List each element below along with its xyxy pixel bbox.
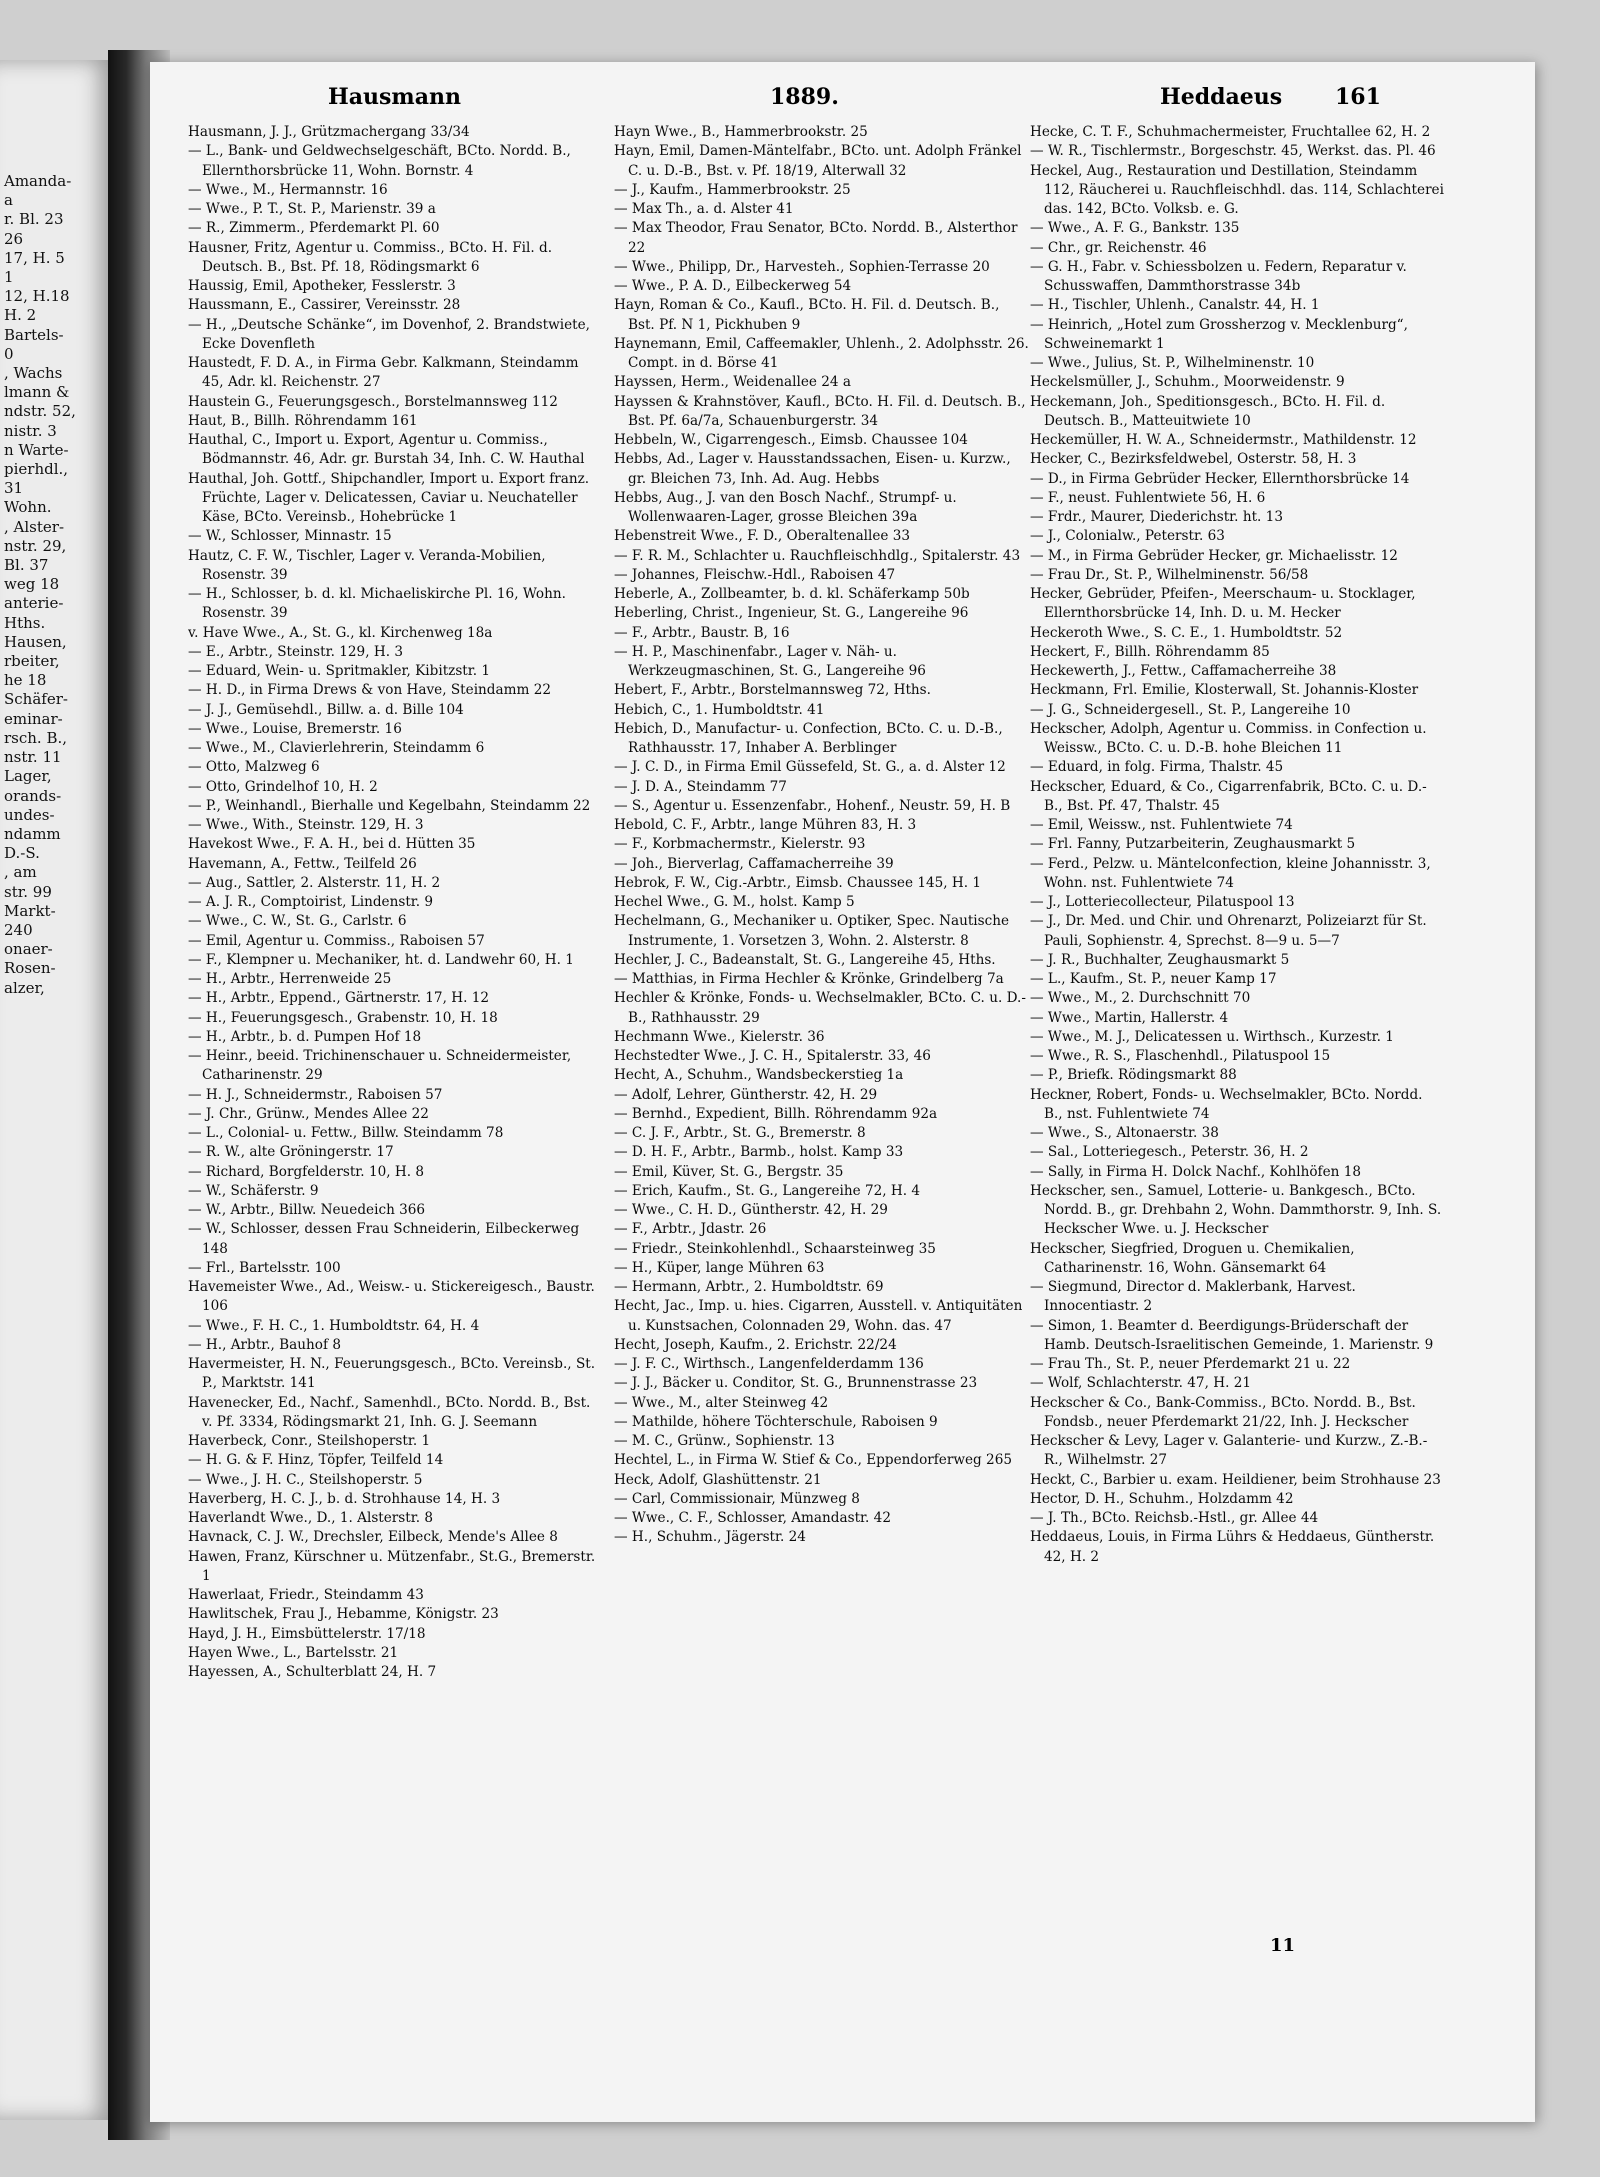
directory-entry: — W., Schlosser, dessen Frau Schneiderin, Eilbeckerweg 148 [188, 1221, 580, 1257]
directory-entry: Hebbs, Ad., Lager v. Hausstandssachen, Eisen- u. Kurzw., gr. Bleichen 73, Inh. Ad. Aug. Hebbs [614, 451, 1011, 487]
directory-entry: Heckewerth, J., Fettw., Caffamacherreihe 38 [1030, 663, 1337, 679]
directory-entry: — Wwe., C. W., St. G., Carlstr. 6 [188, 913, 407, 930]
directory-entry: Hebbeln, W., Cigarrengesch., Eimsb. Chaussee 104 [614, 432, 968, 448]
directory-entry: Havnack, C. J. W., Drechsler, Eilbeck, Mende's Allee 8 [188, 1529, 558, 1546]
directory-column-1 [188, 123, 603, 1682]
directory-entry: — Erich, Kaufm., St. G., Langereihe 72, H. 4 [614, 1182, 921, 1199]
directory-entry: Heckscher & Levy, Lager v. Galanterie- und Kurzw., Z.-B.-R., Wilhelmstr. 27 [1030, 1433, 1428, 1469]
directory-entry: Hecht, Jac., Imp. u. hies. Cigarren, Ausstell. v. Antiquitäten u. Kunstsachen, Colonnaden 29, Wohn. das. 47 [614, 1298, 1023, 1334]
directory-entry: Hauthal, C., Import u. Export, Agentur u. Commiss., Bödmannstr. 46, Adr. gr. Burstah 34, Inh. C. W. Hauthal [188, 432, 585, 468]
directory-entry: — J., Colonialw., Peterstr. 63 [1030, 528, 1225, 545]
previous-page-fragment: onaer- [4, 940, 53, 959]
directory-entry: — R., Zimmerm., Pferdemarkt Pl. 60 [188, 220, 440, 237]
previous-page-strip [0, 60, 118, 2120]
directory-entry: — Chr., gr. Reichenstr. 46 [1030, 239, 1207, 256]
previous-page-fragment: r. Bl. 23 [4, 210, 64, 229]
directory-entry: Hausmann, J. J., Grützmachergang 33/34 [188, 124, 470, 140]
directory-entry: Haut, B., Billh. Röhrendamm 161 [188, 412, 418, 429]
directory-entry: — Wwe., P. T., St. P., Marienstr. 39 a [188, 201, 436, 217]
directory-entry: Hawen, Franz, Kürschner u. Mützenfabr., St.G., Bremerstr. 1 [188, 1548, 596, 1584]
directory-entry: Heckert, F., Billh. Röhrendamm 85 [1030, 643, 1270, 660]
directory-entry: — G. H., Fabr. v. Schiessbolzen u. Federn, Reparatur v. Schusswaffen, Dammthorstrasse 34b [1030, 258, 1407, 294]
previous-page-fragment: Rosen- [4, 959, 56, 978]
previous-page-fragment: he 18 [4, 671, 47, 690]
directory-entry: — W. R., Tischlermstr., Borgeschstr. 45, Werkst. das. Pl. 46 [1030, 143, 1436, 160]
previous-page-fragment: Amanda- [4, 172, 72, 190]
directory-entry: — H., Arbtr., Herrenweide 25 [188, 971, 392, 987]
directory-entry: Hecht, A., Schuhm., Wandsbeckerstieg 1a [614, 1067, 904, 1084]
directory-entry: — Wwe., R. S., Flaschenhdl., Pilatuspool 15 [1030, 1048, 1331, 1064]
directory-entry: — F., Korbmachermstr., Kielerstr. 93 [614, 836, 866, 853]
directory-entry: Haussig, Emil, Apotheker, Fesslerstr. 3 [188, 278, 456, 294]
directory-entry: Heckner, Robert, Fonds- u. Wechselmakler, BCto. Nordd. B., nst. Fuhlentwiete 74 [1030, 1086, 1423, 1122]
directory-entry: Hechler, J. C., Badeanstalt, St. G., Langereihe 45, Hths. [614, 951, 996, 968]
directory-entry: — Wwe., With., Steinstr. 129, H. 3 [188, 817, 424, 833]
directory-entry: — Frdr., Maurer, Diederichstr. ht. 13 [1030, 509, 1283, 525]
directory-entry: — H., Schlosser, b. d. kl. Michaeliskirche Pl. 16, Wohn. Rosenstr. 39 [188, 586, 566, 622]
directory-entry: — Johannes, Fleischw.-Hdl., Raboisen 47 [614, 566, 896, 583]
directory-entry: Heckscher & Co., Bank-Commiss., BCto. Nordd. B., Bst. Fondsb., neuer Pferdemarkt 21/22, Inh. J. Heckscher [1030, 1394, 1416, 1430]
directory-entry: Hayd, J. H., Eimsbüttelerstr. 17/18 [188, 1625, 426, 1642]
directory-entry: Heckscher, Eduard, & Co., Cigarrenfabrik, BCto. C. u. D.-B., Bst. Pf. 47, Thalstr. 45 [1030, 778, 1427, 814]
directory-entry: — Aug., Sattler, 2. Alsterstr. 11, H. 2 [188, 874, 441, 891]
head-year: 1889. [770, 84, 839, 110]
directory-entry: — F., Arbtr., Jdastr. 26 [614, 1221, 767, 1238]
directory-entry: — Bernhd., Expedient, Billh. Röhrendamm 92a [614, 1105, 938, 1122]
directory-entry: Havemeister Wwe., Ad., Weisw.- u. Stickereigesch., Baustr. 106 [188, 1279, 595, 1315]
directory-entry: Heckscher, Adolph, Agentur u. Commiss. in Confection u. Weissw., BCto. C. u. D.-B. hohe Bleichen 11 [1030, 720, 1427, 756]
directory-entry: Haverlandt Wwe., D., 1. Alsterstr. 8 [188, 1510, 434, 1526]
head-last-entry: Heddaeus [1160, 84, 1283, 110]
directory-entry: — H. D., in Firma Drews & von Have, Steindamm 22 [188, 682, 551, 699]
directory-entry: — Wwe., S., Altonaerstr. 38 [1030, 1125, 1219, 1141]
directory-entry: — P., Briefk. Rödingsmarkt 88 [1030, 1067, 1237, 1084]
previous-page-fragment: a [4, 191, 13, 210]
directory-entry: — Matthias, in Firma Hechler & Krönke, Grindelberg 7a [614, 971, 1004, 987]
directory-entry: Heckemüller, H. W. A., Schneidermstr., Mathildenstr. 12 [1030, 432, 1417, 448]
directory-entry: — Wwe., M., alter Steinweg 42 [614, 1394, 829, 1411]
previous-page-fragment: eminar- [4, 709, 63, 728]
directory-entry: — Eduard, Wein- u. Spritmakler, Kibitzstr. 1 [188, 663, 491, 679]
directory-entry: Haustedt, F. D. A., in Firma Gebr. Kalkmann, Steindamm 45, Adr. kl. Reichenstr. 27 [188, 355, 579, 391]
directory-entry: — Wwe., J. H. C., Steilshoperstr. 5 [188, 1471, 423, 1488]
directory-entry: — Carl, Commissionair, Münzweg 8 [614, 1490, 860, 1507]
directory-entry: — H., „Deutsche Schänke“, im Dovenhof, 2. Brandstwiete, Ecke Dovenfleth [188, 316, 590, 352]
directory-entry: — Mathilde, höhere Töchterschule, Raboisen 9 [614, 1413, 938, 1430]
directory-entry: — Frau Dr., St. P., Wilhelminenstr. 56/58 [1030, 566, 1309, 583]
directory-entry: — Wwe., Philipp, Dr., Harvesteh., Sophien-Terrasse 20 [614, 258, 990, 275]
directory-entry: — M., in Firma Gebrüder Hecker, gr. Michaelisstr. 12 [1030, 547, 1398, 564]
directory-entry: — C. J. F., Arbtr., St. G., Bremerstr. 8 [614, 1125, 866, 1141]
previous-page-fragment: Bartels- [4, 325, 64, 344]
directory-entry: — Siegmund, Director d. Maklerbank, Harvest. Innocentiastr. 2 [1030, 1279, 1356, 1315]
directory-entry: — Sally, in Firma H. Dolck Nachf., Kohlhöfen 18 [1030, 1163, 1362, 1180]
previous-page-fragment: 1 [4, 268, 14, 287]
directory-entry: — A. J. R., Comptoirist, Lindenstr. 9 [188, 894, 434, 910]
directory-entry: — Heinr., beeid. Trichinenschauer u. Schneidermeister, Catharinenstr. 29 [188, 1048, 572, 1084]
directory-entry: Haustein G., Feuerungsgesch., Borstelmannsweg 112 [188, 393, 558, 410]
previous-page-fragment: Markt- [4, 901, 56, 920]
directory-entry: — J. D. A., Steindamm 77 [614, 778, 787, 795]
directory-entry: — H., Arbtr., Eppend., Gärtnerstr. 17, H. 12 [188, 990, 490, 1007]
directory-entry: — F. R. M., Schlachter u. Rauchfleischhdlg., Spitalerstr. 43 [614, 547, 1021, 564]
directory-entry: — W., Schäferstr. 9 [188, 1182, 319, 1199]
directory-column-3 [1030, 123, 1445, 1567]
head-first-entry: Hausmann [328, 84, 461, 110]
previous-page-fragment: Hausen, [4, 632, 67, 651]
directory-entry: Heckscher, sen., Samuel, Lotterie- u. Bankgesch., BCto. Nordd. B., gr. Drehbahn 2, Wohn. Dammthorstr. 9, Inh. S. Heckscher Wwe. u. J. Heckscher [1030, 1182, 1442, 1238]
directory-entry: — Wwe., P. A. D., Eilbeckerweg 54 [614, 278, 852, 294]
previous-page-fragment: H. 2 [4, 306, 37, 325]
directory-entry: Hecker, Gebrüder, Pfeifen-, Meerschaum- u. Stocklager, Ellernthorsbrücke 14, Inh. D. u. M. Hecker [1030, 586, 1416, 622]
directory-entry: — Wwe., C. H. D., Güntherstr. 42, H. 29 [614, 1202, 888, 1218]
directory-entry: Hawlitschek, Frau J., Hebamme, Königstr. 23 [188, 1606, 499, 1623]
directory-entry: — J. Th., BCto. Reichsb.-Hstl., gr. Allee 44 [1030, 1510, 1319, 1526]
directory-entry: Haverbeck, Conr., Steilshoperstr. 1 [188, 1433, 431, 1449]
directory-entry: Haynemann, Emil, Caffeemakler, Uhlenh., 2. Adolphsstr. 26. Compt. in d. Börse 41 [614, 335, 1029, 371]
directory-entry: — H., Küper, lange Mühren 63 [614, 1259, 825, 1276]
directory-entry: — Otto, Malzweg 6 [188, 759, 320, 776]
directory-entry: — Wwe., A. F. G., Bankstr. 135 [1030, 220, 1240, 237]
directory-entry: — J., Kaufm., Hammerbrookstr. 25 [614, 181, 851, 198]
directory-entry: Hebrok, F. W., Cig.-Arbtr., Eimsb. Chaussee 145, H. 1 [614, 874, 982, 891]
directory-entry: Hechelmann, G., Mechaniker u. Optiker, Spec. Nautische Instrumente, 1. Vorsetzen 3, Wohn. 2. Alsterstr. 8 [614, 913, 1010, 949]
directory-entry: — Eduard, in folg. Firma, Thalstr. 45 [1030, 759, 1284, 776]
directory-entry: Hechmann Wwe., Kielerstr. 36 [614, 1028, 825, 1045]
previous-page-fragment: alzer, [4, 978, 45, 997]
directory-entry: Heberling, Christ., Ingenieur, St. G., Langereihe 96 [614, 605, 969, 622]
directory-entry: Hebbs, Aug., J. van den Bosch Nachf., Strumpf- u. Wollenwaaren-Lager, grosse Bleichen 39a [614, 489, 957, 525]
directory-entry: Hausner, Fritz, Agentur u. Commiss., BCto. H. Fil. d. Deutsch. B., Bst. Pf. 18, Rödingsmarkt 6 [188, 239, 553, 275]
directory-entry: — R. W., alte Gröningerstr. 17 [188, 1144, 394, 1161]
directory-entry: — L., Kaufm., St. P., neuer Kamp 17 [1030, 971, 1277, 987]
directory-entry: Haussmann, E., Cassirer, Vereinsstr. 28 [188, 297, 461, 314]
directory-entry: — Frl. Fanny, Putzarbeiterin, Zeughausmarkt 5 [1030, 836, 1356, 853]
directory-entry: — H., Tischler, Uhlenh., Canalstr. 44, H. 1 [1030, 297, 1320, 314]
directory-entry: — H., Feuerungsgesch., Grabenstr. 10, H. 18 [188, 1009, 498, 1026]
directory-entry: — Wwe., M., Hermannstr. 16 [188, 181, 388, 198]
directory-entry: — J. R., Buchhalter, Zeughausmarkt 5 [1030, 951, 1290, 968]
directory-entry: Havemann, A., Fettw., Teilfeld 26 [188, 855, 417, 872]
directory-entry: Heckscher, Siegfried, Droguen u. Chemikalien, Catharinenstr. 16, Wohn. Gänsemarkt 64 [1030, 1240, 1355, 1276]
running-head [180, 84, 1430, 120]
directory-entry: — Wwe., Martin, Hallerstr. 4 [1030, 1009, 1229, 1026]
directory-entry: — H. J., Schneidermstr., Raboisen 57 [188, 1086, 443, 1103]
directory-entry: — Friedr., Steinkohlenhdl., Schaarsteinweg 35 [614, 1240, 936, 1257]
directory-entry: — J., Dr. Med. und Chir. und Ohrenarzt, Polizeiarzt für St. Pauli, Sophienstr. 4, Sprechst. 8—9 u. 5—7 [1030, 913, 1427, 949]
directory-entry: — Ferd., Pelzw. u. Mäntelconfection, kleine Johannisstr. 3, Wohn. nst. Fuhlentwiete 74 [1030, 855, 1431, 891]
directory-entry: Hecker, C., Bezirksfeldwebel, Osterstr. 58, H. 3 [1030, 451, 1357, 468]
directory-entry: Heckemann, Joh., Speditionsgesch., BCto. H. Fil. d. Deutsch. B., Matteuitwiete 10 [1030, 393, 1386, 429]
directory-entry: — J., Lotteriecollecteur, Pilatuspool 13 [1030, 894, 1295, 910]
directory-entry: — J. J., Gemüsehdl., Billw. a. d. Bille 104 [188, 701, 464, 718]
previous-page-fragment: Wohn. [4, 498, 52, 517]
directory-entry: — Otto, Grindelhof 10, H. 2 [188, 778, 378, 795]
directory-entry: Havekost Wwe., F. A. H., bei d. Hütten 35 [188, 836, 476, 853]
directory-entry: — F., neust. Fuhlentwiete 56, H. 6 [1030, 489, 1266, 506]
signature-mark: 11 [1270, 1935, 1296, 1956]
directory-entry: Hayssen, Herm., Weidenallee 24 a [614, 374, 851, 391]
directory-entry: — Wwe., C. F., Schlosser, Amandastr. 42 [614, 1510, 891, 1526]
directory-entry: — Max Th., a. d. Alster 41 [614, 201, 794, 217]
previous-page-fragment: , am [4, 863, 37, 882]
directory-entry: Hayn, Emil, Damen-Mäntelfabr., BCto. unt. Adolph Fränkel C. u. D.-B., Bst. v. Pf. 18/19, Alterwall 32 [614, 143, 1022, 179]
directory-entry: — Heinrich, „Hotel zum Grossherzog v. Mecklenburg“, Schweinemarkt 1 [1030, 316, 1408, 352]
previous-page-fragment: 240 [4, 920, 33, 939]
directory-entry: — W., Schlosser, Minnastr. 15 [188, 528, 392, 545]
directory-entry: — L., Bank- und Geldwechselgeschäft, BCto. Nordd. B., Ellernthorsbrücke 11, Wohn. Bornstr. 4 [188, 143, 571, 179]
directory-entry: Hector, D. H., Schuhm., Holzdamm 42 [1030, 1490, 1294, 1507]
directory-entry: — Frau Th., St. P., neuer Pferdemarkt 21 u. 22 [1030, 1356, 1351, 1372]
previous-page-fragment: D.-S. [4, 844, 40, 863]
directory-entry: — Simon, 1. Beamter d. Beerdigungs-Brüderschaft der Hamb. Deutsch-Israelitischen Gemeinde, 1. Marienstr. 9 [1030, 1317, 1434, 1353]
directory-entry: Hautz, C. F. W., Tischler, Lager v. Veranda-Mobilien, Rosenstr. 39 [188, 547, 546, 583]
directory-entry: Hawerlaat, Friedr., Steindamm 43 [188, 1587, 424, 1603]
directory-entry: v. Have Wwe., A., St. G., kl. Kirchenweg 18a [188, 624, 493, 641]
previous-page-fragment: rsch. B., [4, 728, 68, 747]
previous-page-fragment: 12, H.18 [4, 287, 70, 306]
directory-entry: — J. G., Schneidergesell., St. P., Langereihe 10 [1030, 701, 1351, 718]
previous-page-fragment: 31 [4, 479, 24, 498]
directory-entry: — P., Weinhandl., Bierhalle und Kegelbahn, Steindamm 22 [188, 797, 591, 814]
previous-page-fragment: Lager, [4, 767, 52, 786]
directory-entry: Heckelsmüller, J., Schuhm., Moorweidenstr. 9 [1030, 374, 1345, 391]
directory-entry: Heckt, C., Barbier u. exam. Heildiener, beim Strohhause 23 [1030, 1471, 1441, 1488]
directory-entry: — Wwe., M., Clavierlehrerin, Steindamm 6 [188, 740, 485, 756]
directory-entry: — Emil, Agentur u. Commiss., Raboisen 57 [188, 932, 485, 949]
previous-page-fragment: 0 [4, 344, 14, 363]
directory-entry: — J. F. C., Wirthsch., Langenfelderdamm 136 [614, 1356, 924, 1372]
directory-entry: — W., Arbtr., Billw. Neuedeich 366 [188, 1202, 426, 1218]
previous-page-fragment: 17, H. 5 [4, 248, 65, 267]
directory-entry: — Wwe., M., 2. Durchschnitt 70 [1030, 990, 1251, 1007]
directory-entry: Hebich, C., 1. Humboldtstr. 41 [614, 701, 825, 718]
directory-entry: — H., Arbtr., b. d. Pumpen Hof 18 [188, 1028, 422, 1045]
directory-entry: Hebert, F., Arbtr., Borstelmannsweg 72, Hths. [614, 682, 931, 699]
directory-entry: — D. H. F., Arbtr., Barmb., holst. Kamp 33 [614, 1144, 904, 1161]
directory-entry: Hayessen, A., Schulterblatt 24, H. 7 [188, 1664, 437, 1680]
directory-entry: — H. P., Maschinenfabr., Lager v. Näh- u. Werkzeugmaschinen, St. G., Langereihe 96 [614, 643, 926, 679]
directory-entry: Hebich, D., Manufactur- u. Confection, BCto. C. u. D.-B., Rathhausstr. 17, Inhaber A. Berblinger [614, 720, 1003, 756]
previous-page-fragment: weg 18 [4, 575, 60, 594]
directory-entry: — Wolf, Schlachterstr. 47, H. 21 [1030, 1375, 1252, 1392]
directory-entry: — J. Chr., Grünw., Mendes Allee 22 [188, 1105, 429, 1122]
directory-entry: — Wwe., F. H. C., 1. Humboldtstr. 64, H. 4 [188, 1317, 480, 1334]
directory-entry: Hechler & Krönke, Fonds- u. Wechselmakler, BCto. C. u. D.-B., Rathhausstr. 29 [614, 990, 1026, 1026]
previous-page-fragment: , Alster- [4, 517, 65, 536]
directory-entry: Hebenstreit Wwe., F. D., Oberaltenallee 33 [614, 528, 911, 545]
directory-entry: Heberle, A., Zollbeamter, b. d. kl. Schäferkamp 50b [614, 586, 970, 602]
directory-entry: — Hermann, Arbtr., 2. Humboldtstr. 69 [614, 1279, 884, 1295]
directory-entry: — J. J., Bäcker u. Conditor, St. G., Brunnenstrasse 23 [614, 1375, 978, 1392]
previous-page-fragment: nstr. 29, [4, 536, 67, 555]
directory-entry: — S., Agentur u. Essenzenfabr., Hohenf., Neustr. 59, H. B [614, 797, 1011, 814]
directory-entry: — E., Arbtr., Steinstr. 129, H. 3 [188, 643, 403, 660]
directory-entry: — Wwe., M. J., Delicatessen u. Wirthsch., Kurzestr. 1 [1030, 1028, 1394, 1045]
previous-page-fragment: nstr. 11 [4, 748, 62, 767]
directory-entry: — F., Arbtr., Baustr. B, 16 [614, 624, 790, 641]
directory-entry: Heckmann, Frl. Emilie, Klosterwall, St. Johannis-Kloster [1030, 682, 1419, 699]
directory-entry: Hayn, Roman & Co., Kaufl., BCto. H. Fil. d. Deutsch. B., Bst. Pf. N 1, Pickhuben 9 [614, 297, 1000, 333]
directory-entry: — Sal., Lotteriegesch., Peterstr. 36, H. 2 [1030, 1144, 1309, 1161]
directory-entry: Heddaeus, Louis, in Firma Lührs & Heddaeus, Güntherstr. 42, H. 2 [1030, 1529, 1435, 1565]
directory-entry: Hechtel, L., in Firma W. Stief & Co., Eppendorferweg 265 [614, 1452, 1012, 1469]
directory-column-2 [614, 123, 1029, 1548]
previous-page-fragments [0, 172, 76, 998]
directory-entry: Haverberg, H. C. J., b. d. Strohhause 14, H. 3 [188, 1490, 501, 1507]
previous-page-fragment: lmann & [4, 383, 70, 402]
previous-page-fragment: Hths. [4, 613, 46, 632]
directory-entry: — D., in Firma Gebrüder Hecker, Ellernthorsbrücke 14 [1030, 470, 1410, 487]
directory-entry: Havermeister, H. N., Feuerungsgesch., BCto. Vereinsb., St. P., Marktstr. 141 [188, 1356, 596, 1392]
directory-entry: Hauthal, Joh. Gottf., Shipchandler, Import u. Export franz. Früchte, Lager v. Delicatessen, Caviar u. Neuchateller Käse, BCto. Vereinsb., Hohebrücke 1 [188, 470, 590, 525]
directory-entry: Hecke, C. T. F., Schuhmachermeister, Fruchtallee 62, H. 2 [1030, 124, 1431, 140]
previous-page-fragment: ndamm [4, 824, 61, 843]
previous-page-fragment: nistr. 3 [4, 421, 57, 440]
previous-page-fragment: rbeiter, [4, 652, 60, 671]
previous-page-fragment: str. 99 [4, 882, 52, 901]
previous-page-fragment: Schäfer- [4, 690, 68, 709]
directory-entry: Hecht, Joseph, Kaufm., 2. Erichstr. 22/24 [614, 1336, 897, 1353]
directory-entry: — J. C. D., in Firma Emil Güssefeld, St. G., a. d. Alster 12 [614, 759, 1006, 776]
directory-entry: Heck, Adolf, Glashüttenstr. 21 [614, 1471, 822, 1488]
directory-entry: Hayn Wwe., B., Hammerbrookstr. 25 [614, 124, 868, 140]
directory-entry: — L., Colonial- u. Fettw., Billw. Steindamm 78 [188, 1125, 504, 1141]
page-number: 161 [1335, 84, 1381, 110]
previous-page-fragment: 26 [4, 229, 24, 248]
directory-entry: Havenecker, Ed., Nachf., Samenhdl., BCto. Nordd. B., Bst. v. Pf. 3334, Rödingsmarkt 21, Inh. G. J. Seemann [188, 1394, 591, 1430]
directory-entry: — Emil, Küver, St. G., Bergstr. 35 [614, 1163, 844, 1180]
directory-entry: Heckel, Aug., Restauration und Destillation, Steindamm 112, Räucherei u. Rauchfleischhdl. das. 114, Schlachterei das. 142, BCto. Volksb. e. G. [1030, 162, 1444, 217]
directory-entry: — Emil, Weissw., nst. Fuhlentwiete 74 [1030, 817, 1293, 833]
directory-entry: Hayssen & Krahnstöver, Kaufl., BCto. H. Fil. d. Deutsch. B., Bst. Pf. 6a/7a, Schauenburgerstr. 34 [614, 393, 1026, 429]
directory-entry: — Joh., Bierverlag, Caffamacherreihe 39 [614, 855, 894, 872]
previous-page-fragment: , Wachs [4, 364, 63, 383]
directory-entry: — Richard, Borgfelderstr. 10, H. 8 [188, 1163, 425, 1180]
directory-entry: Hechel Wwe., G. M., holst. Kamp 5 [614, 894, 855, 910]
previous-page-fragment: anterie- [4, 594, 64, 613]
directory-entry: Hayen Wwe., L., Bartelsstr. 21 [188, 1644, 399, 1661]
directory-entry: — Wwe., Julius, St. P., Wilhelminenstr. 10 [1030, 355, 1315, 371]
previous-page-fragment: pierhdl., [4, 460, 69, 479]
previous-page-fragment: Bl. 37 [4, 556, 49, 575]
directory-entry: — M. C., Grünw., Sophienstr. 13 [614, 1433, 835, 1449]
directory-entry: — Frl., Bartelsstr. 100 [188, 1259, 341, 1276]
directory-entry: — F., Klempner u. Mechaniker, ht. d. Landwehr 60, H. 1 [188, 951, 574, 968]
directory-entry: Hechstedter Wwe., J. C. H., Spitalerstr. 33, 46 [614, 1048, 931, 1064]
previous-page-fragment: undes- [4, 805, 55, 824]
previous-page-fragment: orands- [4, 786, 62, 805]
directory-entry: — H. G. & F. Hinz, Töpfer, Teilfeld 14 [188, 1452, 444, 1469]
previous-page-fragment: ndstr. 52, [4, 402, 76, 421]
directory-entry: — Max Theodor, Frau Senator, BCto. Nordd. B., Alsterthor 22 [614, 220, 1018, 256]
directory-entry: Hebold, C. F., Arbtr., lange Mühren 83, H. 3 [614, 817, 917, 833]
directory-entry: — H., Schuhm., Jägerstr. 24 [614, 1529, 806, 1546]
directory-entry: — Wwe., Louise, Bremerstr. 16 [188, 720, 402, 737]
directory-entry: — H., Arbtr., Bauhof 8 [188, 1336, 341, 1353]
directory-entry: — Adolf, Lehrer, Güntherstr. 42, H. 29 [614, 1086, 878, 1103]
directory-entry: Heckeroth Wwe., S. C. E., 1. Humboldtstr. 52 [1030, 624, 1343, 641]
previous-page-fragment: n Warte- [4, 440, 69, 459]
